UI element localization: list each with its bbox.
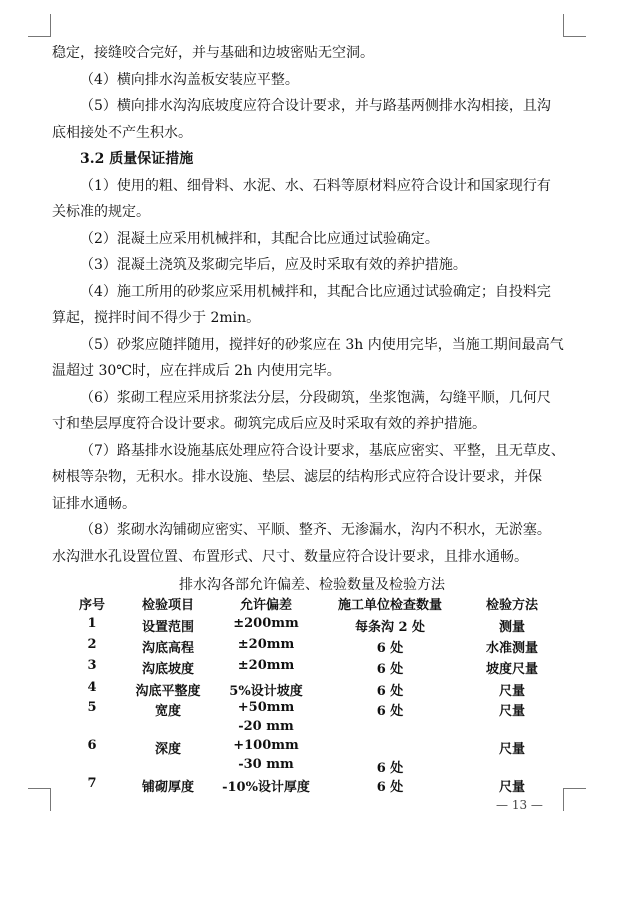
table-cell: 测量 bbox=[498, 620, 525, 635]
crop-mark-top-right bbox=[563, 14, 586, 37]
table-cell: 6 处 bbox=[376, 704, 404, 719]
table-cell: 尺量 bbox=[498, 704, 525, 719]
paragraph-line: 底相接处不产生积水。 bbox=[52, 124, 192, 141]
paragraph-line: （5）砂浆应随拌随用，搅拌好的砂浆应在 3h 内使用完毕，当施工期间最高气 bbox=[80, 336, 564, 353]
table-cell: 6 处 bbox=[376, 780, 404, 795]
paragraph-line: （5）横向排水沟沟底坡度应符合设计要求，并与路基两侧排水沟相接，且沟 bbox=[80, 98, 551, 114]
table-cell: 6 处 bbox=[376, 761, 404, 776]
table-header-cell: 序号 bbox=[78, 598, 105, 613]
document-body bbox=[52, 40, 572, 570]
table-cell: ±20mm bbox=[237, 637, 295, 652]
table-cell: -30 mm bbox=[238, 757, 294, 772]
paragraph-line: （3）混凝土浇筑及浆砌完毕后，应及时采取有效的养护措施。 bbox=[80, 257, 467, 273]
table-cell: 沟底平整度 bbox=[135, 684, 201, 699]
table-header-cell: 检验方法 bbox=[485, 598, 538, 613]
paragraph-line: （7）路基排水设施基底处理应符合设计要求，基底应密实、平整，且无草皮、 bbox=[80, 442, 565, 459]
paragraph-line: （4）施工所用的砂浆应采用机械拌和，其配合比应通过试验确定；自投料完 bbox=[80, 283, 551, 300]
table-cell: 宽度 bbox=[154, 704, 181, 719]
table-cell: 尺量 bbox=[498, 742, 525, 757]
page-number: — 13 — bbox=[496, 798, 543, 812]
table-cell: 6 处 bbox=[376, 662, 404, 677]
crop-mark-top-left bbox=[28, 14, 51, 37]
table-cell: 每条沟 2 处 bbox=[354, 620, 426, 635]
paragraph-line: 温超过 30℃时，应在拌成后 2h 内使用完毕。 bbox=[52, 363, 341, 379]
table-cell: 尺量 bbox=[498, 684, 525, 699]
table-cell: +100mm bbox=[233, 738, 299, 753]
table-cell: 沟底高程 bbox=[141, 641, 194, 656]
table-cell: 水准测量 bbox=[485, 641, 538, 656]
table-cell: 4 bbox=[87, 680, 97, 695]
paragraph-line: 水沟泄水孔设置位置、布置形式、尺寸、数量应符合设计要求，且排水通畅。 bbox=[52, 548, 528, 565]
table-cell: ±200mm bbox=[233, 616, 299, 631]
table-title: 排水沟各部允许偏差、检验数量及检验方法 bbox=[179, 577, 445, 593]
paragraph-line: 树根等杂物，无积水。排水设施、垫层、滤层的结构形式应符合设计要求，并保 bbox=[52, 469, 542, 485]
paragraph-line: 稳定，接缝咬合完好，并与基础和边坡密贴无空洞。 bbox=[52, 45, 374, 61]
table-cell: 沟底坡度 bbox=[141, 662, 194, 677]
section-heading: 3.2 质量保证措施 bbox=[80, 151, 194, 167]
paragraph-line: （6）浆砌工程应采用挤浆法分层，分段砌筑，坐浆饱满，勾缝平顺，几何尺 bbox=[80, 389, 551, 406]
table-cell: 尺量 bbox=[498, 780, 525, 795]
paragraph-line: （8）浆砌水沟铺砌应密实、平顺、整齐、无渗漏水，沟内不积水，无淤塞。 bbox=[80, 522, 551, 538]
crop-mark-bottom-left bbox=[28, 788, 51, 811]
table-cell: 2 bbox=[87, 637, 97, 652]
table-cell: ±20mm bbox=[237, 658, 295, 673]
table-header-cell: 检验项目 bbox=[141, 598, 194, 613]
paragraph-line: （4）横向排水沟盖板安装应平整。 bbox=[80, 71, 299, 88]
table-cell: -10%设计厚度 bbox=[222, 780, 310, 795]
table-cell: -20 mm bbox=[238, 719, 294, 734]
table-cell: 5%设计坡度 bbox=[229, 684, 303, 699]
paragraph-line: 证排水通畅。 bbox=[52, 495, 136, 512]
table-cell: 7 bbox=[87, 776, 97, 791]
paragraph-line: 寸和垫层厚度符合设计要求。砌筑完成后应及时采取有效的养护措施。 bbox=[52, 416, 486, 432]
paragraph-line: 算起，搅拌时间不得少于 2min。 bbox=[52, 310, 261, 326]
paragraph-line: 关标准的规定。 bbox=[52, 204, 150, 220]
table-cell: 3 bbox=[87, 658, 97, 673]
paragraph-line: （1）使用的粗、细骨料、水泥、水、石料等原材料应符合设计和国家现行有 bbox=[80, 177, 551, 194]
table-cell: 5 bbox=[87, 700, 97, 715]
table-cell: 1 bbox=[87, 616, 97, 631]
paragraph-line: （2）混凝土应采用机械拌和，其配合比应通过试验确定。 bbox=[80, 230, 439, 247]
table-cell: 设置范围 bbox=[141, 620, 194, 635]
table-cell: 坡度尺量 bbox=[485, 662, 538, 677]
table-cell: 6 处 bbox=[376, 684, 404, 699]
table-cell: 6 bbox=[87, 738, 97, 753]
table-header-cell: 施工单位检查数量 bbox=[337, 598, 442, 613]
table-cell: 6 处 bbox=[376, 641, 404, 656]
table-cell: 铺砌厚度 bbox=[141, 780, 194, 795]
crop-mark-bottom-right bbox=[563, 788, 586, 811]
table-header-cell: 允许偏差 bbox=[239, 598, 292, 613]
table-cell: +50mm bbox=[237, 700, 295, 715]
table-cell: 深度 bbox=[154, 742, 181, 757]
